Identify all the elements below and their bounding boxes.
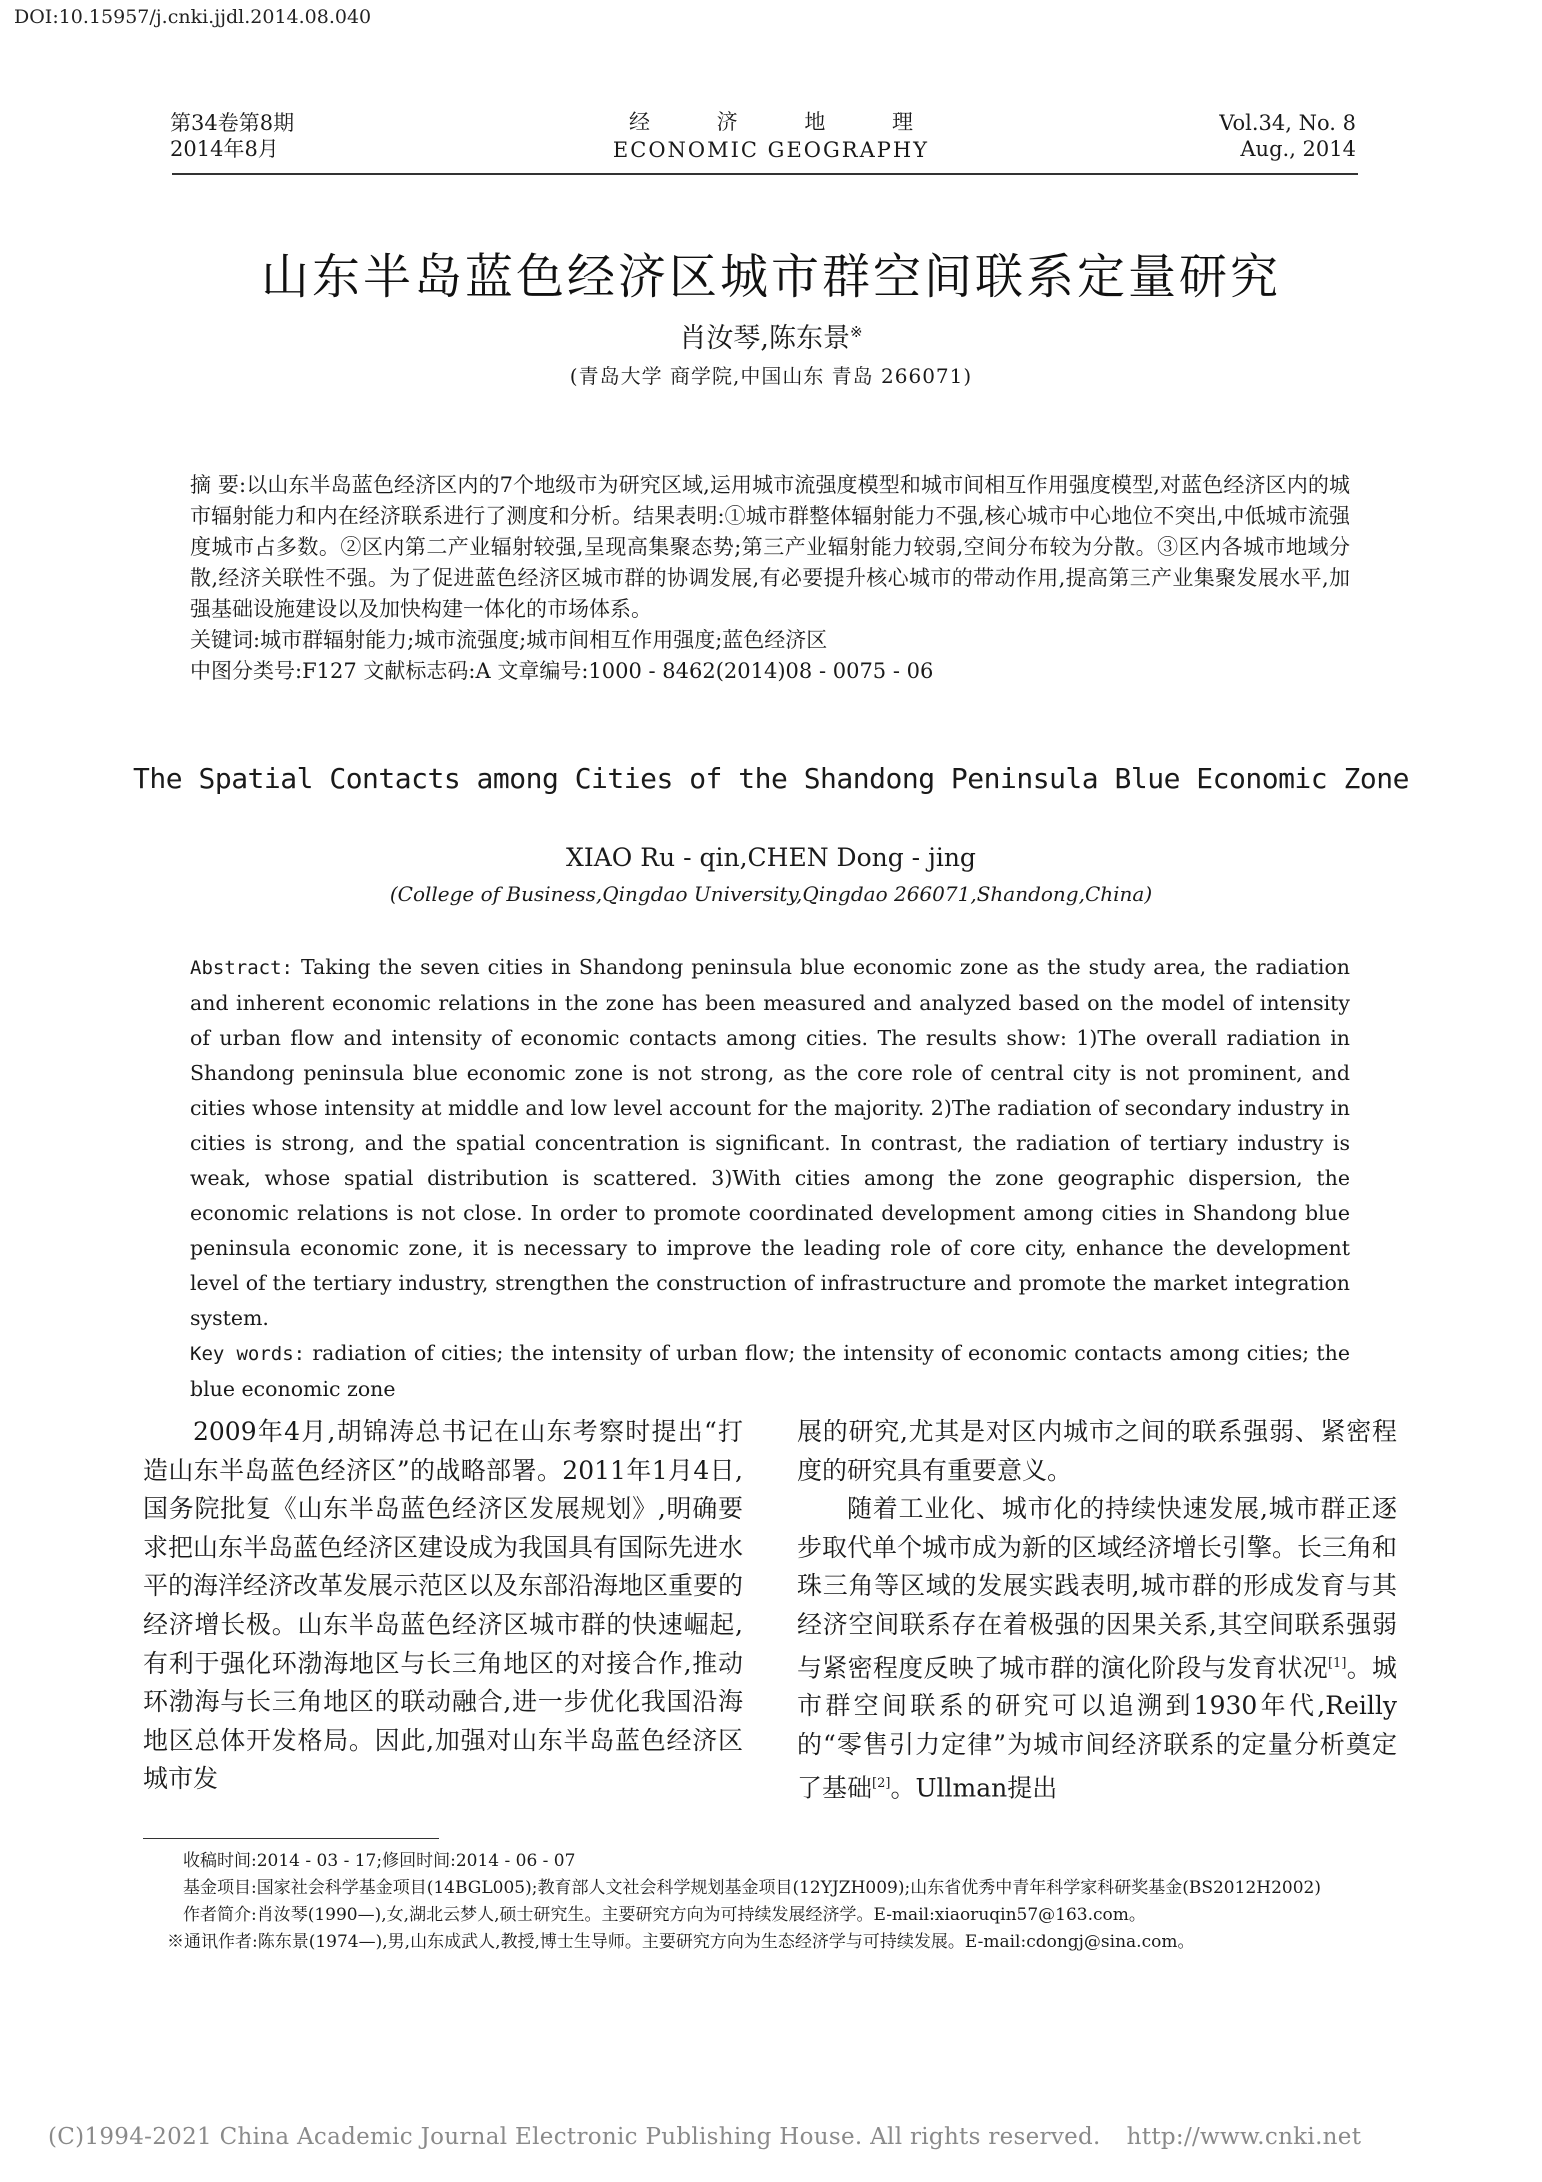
body-column-right [797, 1413, 1397, 1808]
volume-cn: 第34卷第8期 [170, 111, 295, 135]
paper-title-cn: 山东半岛蓝色经济区城市群空间联系定量研究 [260, 249, 1281, 305]
abstract-cn-text: 以山东半岛蓝色经济区内的7个地级市为研究区域,运用城市流强度模型和城市间相互作用强度模型,对蓝色经济区内的城市辐射能力和内在经济联系进行了测度和分析。结果表明:①城市群整体辐射能力不强,核心城市中心地位不突出,中低城市流强度城市占多数。②区内第二产业辐射较强,呈现高集聚态势;第三产业辐射能力较弱,空间分布较为分散。③区内各城市地域分散,经济关联性不强。为了促进蓝色经济区城市群的协调发展,有必要提升核心城市的带动作用,提高第三产业集聚发展水平,加强基础设施建设以及加快构建一体化的市场体系。 [190, 473, 1350, 621]
footnote-corresponding: ※通讯作者:陈东景(1974—),男,山东成武人,教授,博士生导师。主要研究方向为生态经济学与可持续发展。E-mail:cdongj@sina.com。 [167, 1932, 1195, 1952]
author-names-cn: 肖汝琴,陈东景 [679, 323, 850, 354]
date-cn: 2014年8月 [170, 137, 279, 161]
volume-en: Vol.34, No. 8 [1219, 111, 1356, 135]
abstract-en-text: Taking the seven cities in Shandong peninsula blue economic zone as the study area, the radiation and inherent economic relations in the zone has been measured and analyzed based on the model of intensity of urban flow and intensity of economic contacts among cities. The results show: 1)The overall radiation in Shandong peninsula blue economic zone is not strong, as the core role of central city is not prominent, and cities whose intensity at middle and low level account for the majority. 2)The radiation of secondary industry in cities is strong, and the spatial concentration is significant. In contrast, the radiation of tertiary industry is weak, whose spatial distribution is scattered. 3)With cities among the zone geographic dispersion, the economic relations is not close. In order to promote coordinated development among cities in Shandong blue peninsula economic zone, it is necessary to improve the leading role of core city, enhance the development level of the tertiary industry, strengthen the construction of infrastructure and promote the market integration system. [190, 955, 1351, 1330]
affiliation-cn: (青岛大学 商学院,中国山东 青岛 266071) [569, 364, 973, 388]
abstract-cn [190, 470, 1350, 687]
abstract-en [190, 950, 1350, 1407]
footnote-fund: 基金项目:国家社会科学基金项目(14BGL005);教育部人文社会科学规划基金项目(12YJZH009);山东省优秀中青年科学家科研奖基金(BS2012H2002) [183, 1878, 1321, 1898]
abstract-en-label: Abstract: [190, 957, 293, 979]
body-paragraph: 2009年4月,胡锦涛总书记在山东考察时提出“打造山东半岛蓝色经济区”的战略部署。2011年1月4日,国务院批复《山东半岛蓝色经济区发展规划》,明确要求把山东半岛蓝色经济区建设成为我国具有国际先进水平的海洋经济改革发展示范区以及东部沿海地区重要的经济增长极。山东半岛蓝色经济区城市群的快速崛起,有利于强化环渤海地区与长三角地区的对接合作,推动环渤海与长三角地区的联动融合,进一步优化我国沿海地区总体开发格局。因此,加强对山东半岛蓝色经济区城市发 [143, 1417, 744, 1794]
cnki-link[interactable]: http://www.cnki.net [1126, 2124, 1362, 2150]
keywords-cn-label: 关键词: [190, 628, 261, 652]
header-right [1219, 110, 1356, 162]
keywords-en: radiation of cities; the intensity of urban flow; the intensity of economic contacts among cities; the blue economic zone [190, 1341, 1350, 1401]
authors-en: XIAO Ru - qin,CHEN Dong - jing [566, 843, 976, 872]
header-rule [172, 173, 1358, 175]
body-paragraph: 随着工业化、城市化的持续快速发展,城市群正逐步取代单个城市成为新的区域经济增长引擎。长三角和珠三角等区域的发展实践表明,城市群的形成发育与其经济空间联系存在着极强的因果关系,其空间联系强弱与紧密程度反映了城市群的演化阶段与发育状况[1]。城市群空间联系的研究可以追溯到1930年代,Reilly的“零售引力定律”为城市间经济联系的定量分析奠定了基础[2]。Ullman提出 [797, 1494, 1398, 1802]
keywords-cn: 城市群辐射能力;城市流强度;城市间相互作用强度;蓝色经济区 [260, 628, 828, 652]
corresponding-mark: ※ [850, 323, 863, 341]
abstract-cn-label: 摘 要: [190, 473, 247, 497]
affiliation-en: (College of Business,Qingdao University,Qingdao 266071,Shandong,China) [389, 882, 1153, 906]
journal-name-cn: 经 济 地 理 [628, 110, 944, 134]
footnote-received: 收稿时间:2014 - 03 - 17;修回时间:2014 - 06 - 07 [183, 1851, 576, 1871]
date-en: Aug., 2014 [1240, 137, 1356, 161]
footnote-rule [143, 1838, 439, 1839]
doi-line: DOI:10.15957/j.cnki.jjdl.2014.08.040 [14, 6, 372, 28]
authors-cn [0, 316, 1542, 355]
citation-ref[interactable]: [1] [1327, 1655, 1347, 1671]
body-paragraph-continued: 展的研究,尤其是对区内城市之间的联系强弱、紧密程度的研究具有重要意义。 [797, 1417, 1397, 1485]
footnotes [143, 1848, 1393, 1956]
keywords-en-label: Key words: [190, 1343, 306, 1365]
classification-line: 中图分类号:F127 文献标志码:A 文章编号:1000 - 8462(2014)08 - 0075 - 06 [190, 659, 934, 683]
copyright-text: (C)1994-2021 China Academic Journal Electronic Publishing House. All rights reserved. [48, 2124, 1101, 2150]
body-column-left [143, 1413, 743, 1799]
copyright-notice [48, 2124, 1361, 2150]
footnote-author: 作者简介:肖汝琴(1990—),女,湖北云梦人,硕士研究生。主要研究方向为可持续发展经济学。E-mail:xiaoruqin57@163.com。 [183, 1905, 1146, 1925]
citation-ref[interactable]: [2] [872, 1775, 891, 1791]
paper-title-en: The Spatial Contacts among Cities of the Shandong Peninsula Blue Economic Zone [133, 762, 1409, 795]
journal-name-en: ECONOMIC GEOGRAPHY [612, 138, 930, 162]
